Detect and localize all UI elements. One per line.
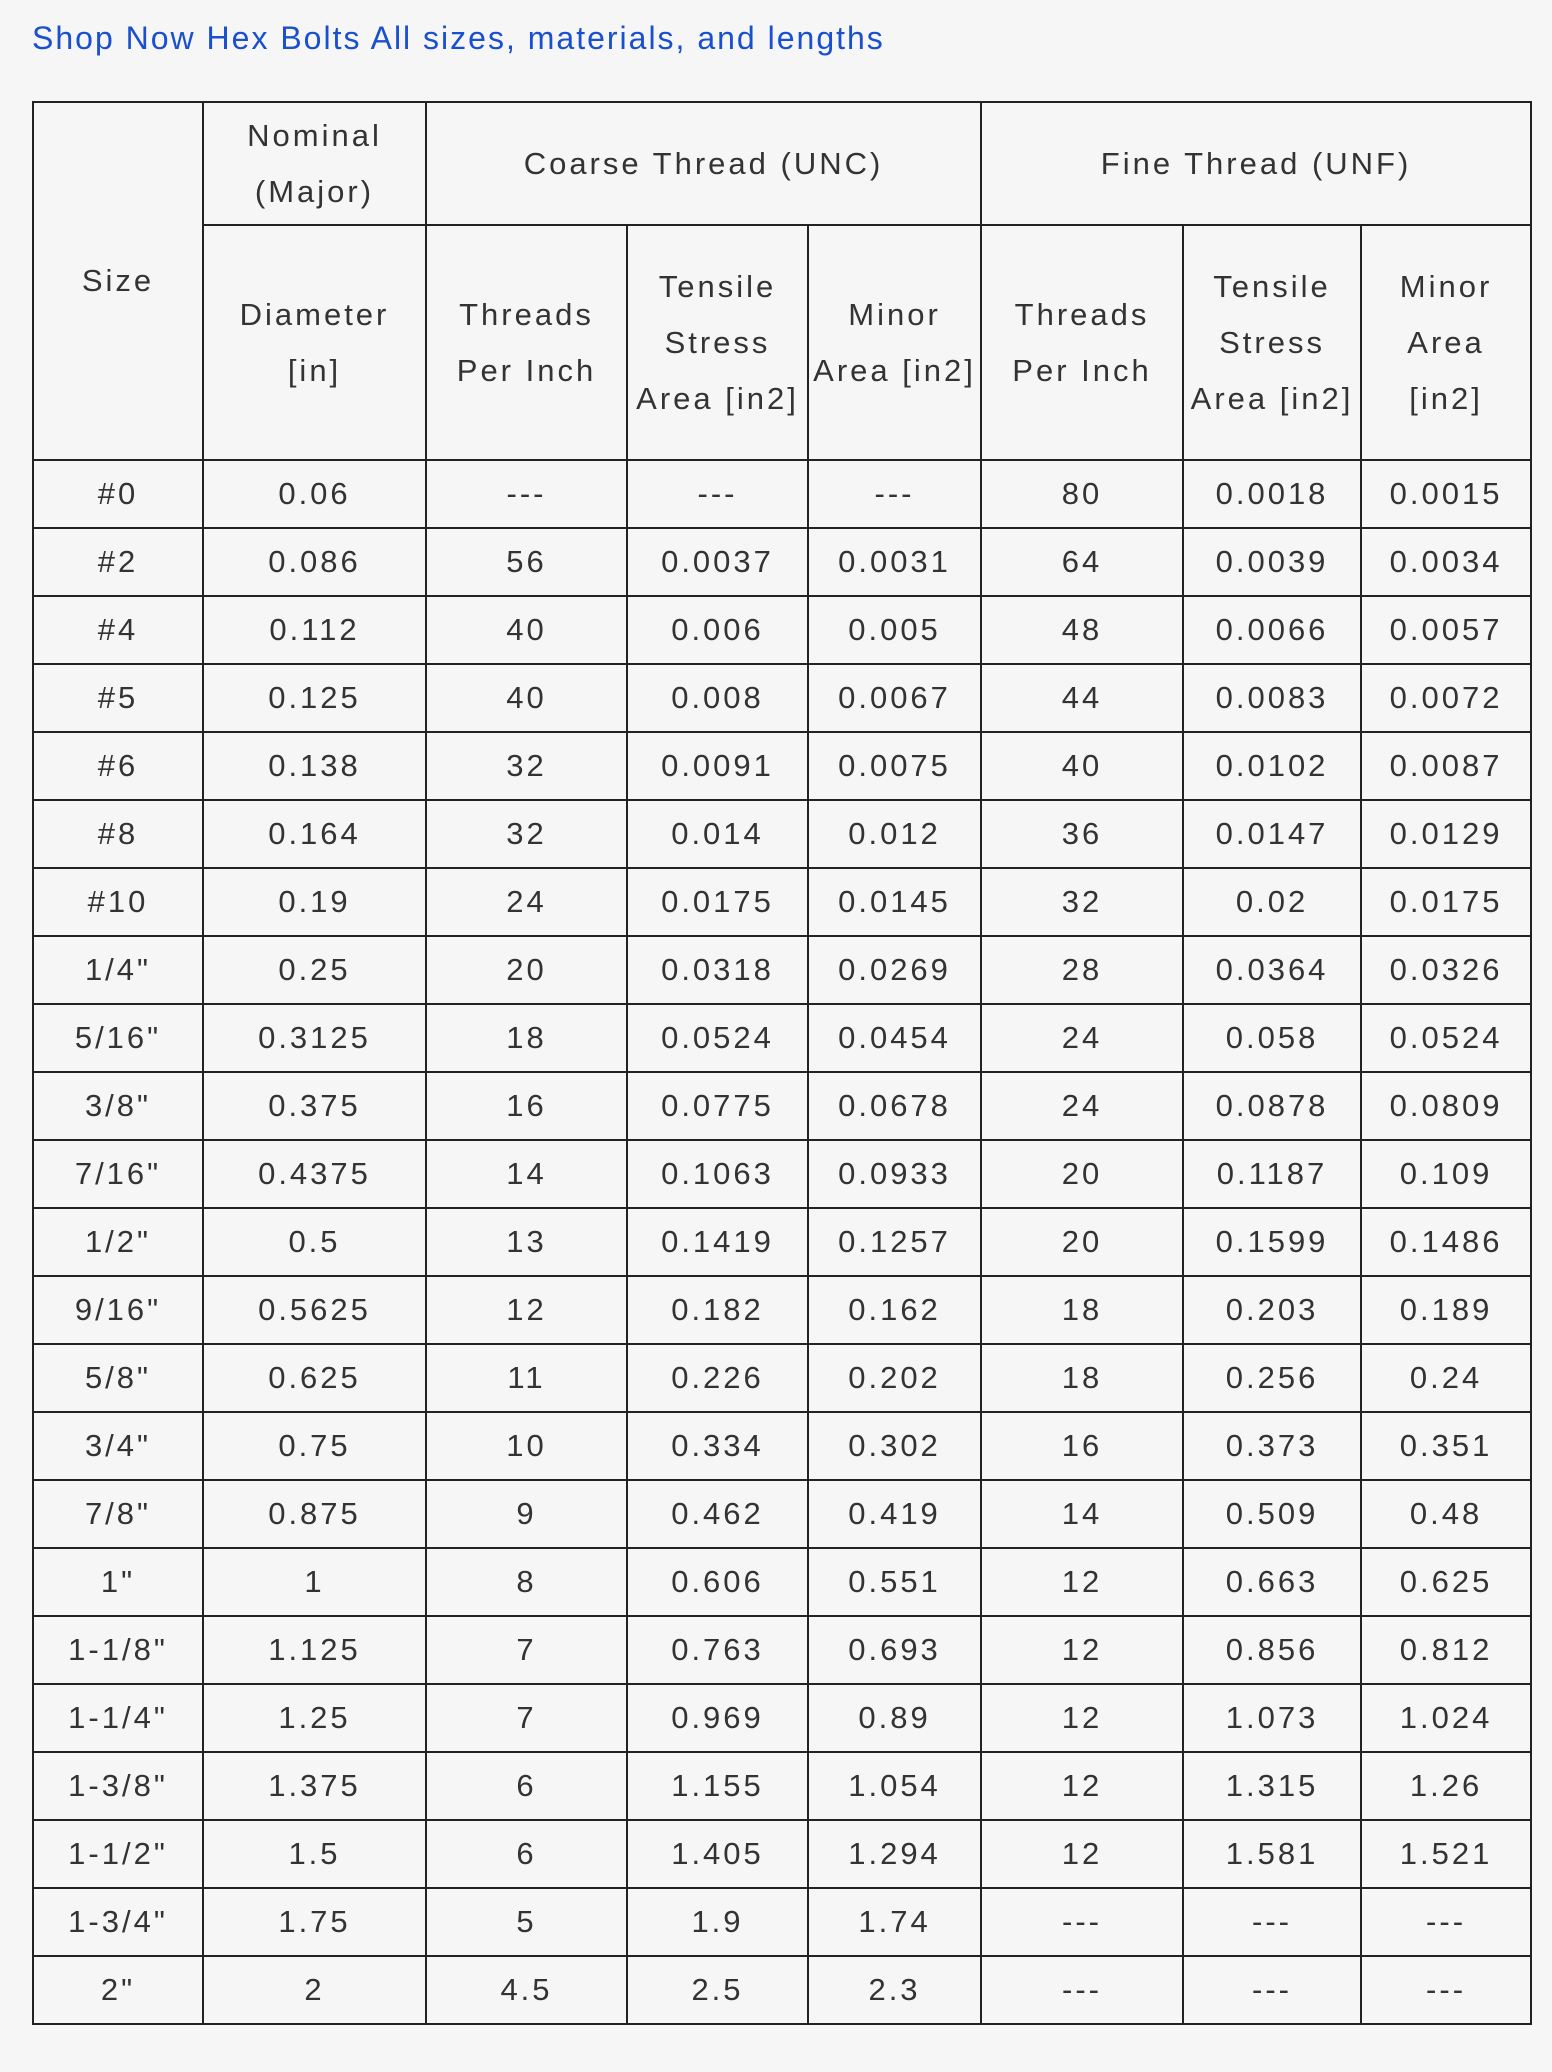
unf-tpi-cell: 18 — [981, 1344, 1183, 1412]
table-body — [33, 460, 1531, 2024]
unf-minor-cell: 0.812 — [1361, 1616, 1531, 1684]
unc-tpi-cell: 20 — [426, 936, 627, 1004]
header-unc-minor-area: Minor Area [in2] — [808, 225, 981, 460]
unc-tsa-cell: 0.014 — [627, 800, 808, 868]
table-row — [33, 1616, 1531, 1684]
diameter-cell: 0.19 — [203, 868, 426, 936]
diameter-cell: 0.375 — [203, 1072, 426, 1140]
table-row — [33, 1684, 1531, 1752]
table-row — [33, 1888, 1531, 1956]
unf-minor-cell: 0.0809 — [1361, 1072, 1531, 1140]
unc-tsa-cell: 0.1063 — [627, 1140, 808, 1208]
table-row — [33, 1956, 1531, 2024]
size-cell: 1-3/4" — [33, 1888, 203, 1956]
unc-tpi-cell: 40 — [426, 596, 627, 664]
unc-tpi-cell: 40 — [426, 664, 627, 732]
table-row — [33, 1480, 1531, 1548]
table-row — [33, 800, 1531, 868]
unc-minor-cell: 1.74 — [808, 1888, 981, 1956]
unf-tpi-cell: --- — [981, 1956, 1183, 2024]
unf-tsa-cell: --- — [1183, 1956, 1361, 2024]
size-cell: 1-1/2" — [33, 1820, 203, 1888]
unf-minor-cell: 0.0524 — [1361, 1004, 1531, 1072]
unc-minor-cell: 0.0031 — [808, 528, 981, 596]
unc-minor-cell: 0.162 — [808, 1276, 981, 1344]
size-cell: #10 — [33, 868, 203, 936]
unf-minor-cell: 0.48 — [1361, 1480, 1531, 1548]
unf-minor-cell: 1.024 — [1361, 1684, 1531, 1752]
size-cell: #5 — [33, 664, 203, 732]
size-cell: 3/8" — [33, 1072, 203, 1140]
diameter-cell: 0.875 — [203, 1480, 426, 1548]
table-row — [33, 1140, 1531, 1208]
unc-minor-cell: 0.0269 — [808, 936, 981, 1004]
unf-minor-cell: 0.625 — [1361, 1548, 1531, 1616]
unc-tpi-cell: 56 — [426, 528, 627, 596]
header-fine-thread: Fine Thread (UNF) — [981, 102, 1531, 225]
unf-tsa-cell: 0.509 — [1183, 1480, 1361, 1548]
unc-tpi-cell: 32 — [426, 800, 627, 868]
unf-tsa-cell: 0.856 — [1183, 1616, 1361, 1684]
unc-tpi-cell: 10 — [426, 1412, 627, 1480]
size-cell: 2" — [33, 1956, 203, 2024]
unf-minor-cell: 0.0034 — [1361, 528, 1531, 596]
unc-tsa-cell: 1.155 — [627, 1752, 808, 1820]
unf-tpi-cell: 28 — [981, 936, 1183, 1004]
diameter-cell: 0.125 — [203, 664, 426, 732]
unf-tpi-cell: 48 — [981, 596, 1183, 664]
unf-tpi-cell: 40 — [981, 732, 1183, 800]
size-cell: 1" — [33, 1548, 203, 1616]
size-cell: 3/4" — [33, 1412, 203, 1480]
unc-tpi-cell: 7 — [426, 1616, 627, 1684]
unf-minor-cell: 0.0129 — [1361, 800, 1531, 868]
table-row — [33, 1820, 1531, 1888]
unf-minor-cell: --- — [1361, 1956, 1531, 2024]
unc-tsa-cell: 0.182 — [627, 1276, 808, 1344]
unf-tpi-cell: 32 — [981, 868, 1183, 936]
table-row — [33, 868, 1531, 936]
unc-tpi-cell: 6 — [426, 1820, 627, 1888]
unc-minor-cell: 0.202 — [808, 1344, 981, 1412]
unf-minor-cell: 0.0326 — [1361, 936, 1531, 1004]
unf-tsa-cell: 0.0102 — [1183, 732, 1361, 800]
unc-tsa-cell: 1.9 — [627, 1888, 808, 1956]
diameter-cell: 0.3125 — [203, 1004, 426, 1072]
unf-tpi-cell: 36 — [981, 800, 1183, 868]
size-cell: #2 — [33, 528, 203, 596]
diameter-cell: 1.125 — [203, 1616, 426, 1684]
diameter-cell: 0.112 — [203, 596, 426, 664]
unf-tpi-cell: 80 — [981, 460, 1183, 528]
unf-minor-cell: 0.0015 — [1361, 460, 1531, 528]
size-cell: 1/4" — [33, 936, 203, 1004]
size-cell: 5/16" — [33, 1004, 203, 1072]
unc-tsa-cell: 0.0037 — [627, 528, 808, 596]
unf-tsa-cell: 0.058 — [1183, 1004, 1361, 1072]
unc-tsa-cell: --- — [627, 460, 808, 528]
size-cell: 9/16" — [33, 1276, 203, 1344]
unf-minor-cell: 0.189 — [1361, 1276, 1531, 1344]
unc-minor-cell: 0.302 — [808, 1412, 981, 1480]
unf-minor-cell: 0.109 — [1361, 1140, 1531, 1208]
unc-tsa-cell: 0.0524 — [627, 1004, 808, 1072]
size-cell: 1-1/8" — [33, 1616, 203, 1684]
unf-minor-cell: 0.0072 — [1361, 664, 1531, 732]
table-row — [33, 460, 1531, 528]
unc-tsa-cell: 0.334 — [627, 1412, 808, 1480]
header-unf-tensile-stress-area: Tensile Stress Area [in2] — [1183, 225, 1361, 460]
size-cell: 7/8" — [33, 1480, 203, 1548]
table-row — [33, 1548, 1531, 1616]
table-row — [33, 1344, 1531, 1412]
unf-tpi-cell: 12 — [981, 1752, 1183, 1820]
table-row — [33, 664, 1531, 732]
unc-tpi-cell: 12 — [426, 1276, 627, 1344]
unf-tsa-cell: 1.073 — [1183, 1684, 1361, 1752]
diameter-cell: 0.25 — [203, 936, 426, 1004]
unf-tpi-cell: 12 — [981, 1820, 1183, 1888]
shop-hex-bolts-link[interactable]: Shop Now Hex Bolts All sizes, materials, and lengths — [32, 20, 885, 56]
unc-tsa-cell: 0.226 — [627, 1344, 808, 1412]
unc-minor-cell: 1.054 — [808, 1752, 981, 1820]
diameter-cell: 0.4375 — [203, 1140, 426, 1208]
unf-minor-cell: 0.351 — [1361, 1412, 1531, 1480]
unc-minor-cell: 0.0933 — [808, 1140, 981, 1208]
unc-minor-cell: --- — [808, 460, 981, 528]
diameter-cell: 1 — [203, 1548, 426, 1616]
unf-tpi-cell: 12 — [981, 1616, 1183, 1684]
unf-tpi-cell: 64 — [981, 528, 1183, 596]
unc-tpi-cell: 5 — [426, 1888, 627, 1956]
unc-minor-cell: 2.3 — [808, 1956, 981, 2024]
unc-minor-cell: 0.0145 — [808, 868, 981, 936]
unf-tsa-cell: 1.315 — [1183, 1752, 1361, 1820]
header-unc-tensile-stress-area: Tensile Stress Area [in2] — [627, 225, 808, 460]
size-cell: 1-1/4" — [33, 1684, 203, 1752]
diameter-cell: 1.25 — [203, 1684, 426, 1752]
unc-minor-cell: 0.012 — [808, 800, 981, 868]
unc-tpi-cell: 16 — [426, 1072, 627, 1140]
unf-minor-cell: --- — [1361, 1888, 1531, 1956]
unc-minor-cell: 0.551 — [808, 1548, 981, 1616]
size-cell: #0 — [33, 460, 203, 528]
diameter-cell: 0.138 — [203, 732, 426, 800]
size-cell: #6 — [33, 732, 203, 800]
diameter-cell: 1.375 — [203, 1752, 426, 1820]
unf-tpi-cell: 18 — [981, 1276, 1183, 1344]
header-unf-minor-area: Minor Area [in2] — [1361, 225, 1531, 460]
unf-tsa-cell: 0.663 — [1183, 1548, 1361, 1616]
table-row — [33, 732, 1531, 800]
header-size: Size — [33, 102, 203, 460]
table-row — [33, 596, 1531, 664]
unc-minor-cell: 0.0067 — [808, 664, 981, 732]
unc-tsa-cell: 0.0091 — [627, 732, 808, 800]
unf-tsa-cell: 0.0364 — [1183, 936, 1361, 1004]
unf-minor-cell: 0.1486 — [1361, 1208, 1531, 1276]
diameter-cell: 0.06 — [203, 460, 426, 528]
unc-tsa-cell: 0.606 — [627, 1548, 808, 1616]
diameter-cell: 1.5 — [203, 1820, 426, 1888]
unc-tsa-cell: 0.763 — [627, 1616, 808, 1684]
unf-tsa-cell: 0.0083 — [1183, 664, 1361, 732]
unc-tpi-cell: 4.5 — [426, 1956, 627, 2024]
unf-tsa-cell: 0.1599 — [1183, 1208, 1361, 1276]
unc-tsa-cell: 2.5 — [627, 1956, 808, 2024]
diameter-cell: 0.086 — [203, 528, 426, 596]
unf-tsa-cell: 0.1187 — [1183, 1140, 1361, 1208]
unc-minor-cell: 0.1257 — [808, 1208, 981, 1276]
unf-tsa-cell: 0.0018 — [1183, 460, 1361, 528]
unf-tsa-cell: 0.0878 — [1183, 1072, 1361, 1140]
unf-tsa-cell: 0.256 — [1183, 1344, 1361, 1412]
unc-tsa-cell: 0.969 — [627, 1684, 808, 1752]
unc-tsa-cell: 0.006 — [627, 596, 808, 664]
size-cell: 1-3/8" — [33, 1752, 203, 1820]
unc-minor-cell: 0.693 — [808, 1616, 981, 1684]
unc-tpi-cell: 7 — [426, 1684, 627, 1752]
unc-tsa-cell: 1.405 — [627, 1820, 808, 1888]
header-diameter: Diameter [in] — [203, 225, 426, 460]
unc-tsa-cell: 0.008 — [627, 664, 808, 732]
table-row — [33, 1752, 1531, 1820]
unc-minor-cell: 0.0678 — [808, 1072, 981, 1140]
unc-tpi-cell: 13 — [426, 1208, 627, 1276]
unf-tsa-cell: 0.0066 — [1183, 596, 1361, 664]
header-unc-threads-per-inch: Threads Per Inch — [426, 225, 627, 460]
unf-tsa-cell: 0.0147 — [1183, 800, 1361, 868]
unf-tpi-cell: 12 — [981, 1684, 1183, 1752]
table-row — [33, 1004, 1531, 1072]
unc-tpi-cell: 32 — [426, 732, 627, 800]
unf-tpi-cell: 20 — [981, 1140, 1183, 1208]
unc-minor-cell: 0.89 — [808, 1684, 981, 1752]
unf-tpi-cell: 14 — [981, 1480, 1183, 1548]
size-cell: 5/8" — [33, 1344, 203, 1412]
unc-tpi-cell: 8 — [426, 1548, 627, 1616]
unf-minor-cell: 1.26 — [1361, 1752, 1531, 1820]
unf-minor-cell: 0.0057 — [1361, 596, 1531, 664]
unf-minor-cell: 0.0087 — [1361, 732, 1531, 800]
table-row — [33, 528, 1531, 596]
unc-minor-cell: 0.0075 — [808, 732, 981, 800]
unc-tpi-cell: 18 — [426, 1004, 627, 1072]
unf-tsa-cell: --- — [1183, 1888, 1361, 1956]
unf-minor-cell: 0.24 — [1361, 1344, 1531, 1412]
header-nominal: Nominal (Major) — [203, 102, 426, 225]
unf-tpi-cell: --- — [981, 1888, 1183, 1956]
diameter-cell: 0.5 — [203, 1208, 426, 1276]
diameter-cell: 1.75 — [203, 1888, 426, 1956]
size-cell: 1/2" — [33, 1208, 203, 1276]
unf-tsa-cell: 0.373 — [1183, 1412, 1361, 1480]
unf-tpi-cell: 24 — [981, 1072, 1183, 1140]
unc-tpi-cell: 9 — [426, 1480, 627, 1548]
unf-tpi-cell: 20 — [981, 1208, 1183, 1276]
unc-tsa-cell: 0.0175 — [627, 868, 808, 936]
unc-tpi-cell: 6 — [426, 1752, 627, 1820]
unc-minor-cell: 0.005 — [808, 596, 981, 664]
unf-tsa-cell: 0.203 — [1183, 1276, 1361, 1344]
unf-tpi-cell: 16 — [981, 1412, 1183, 1480]
header-unf-threads-per-inch: Threads Per Inch — [981, 225, 1183, 460]
diameter-cell: 0.164 — [203, 800, 426, 868]
table-row — [33, 1208, 1531, 1276]
diameter-cell: 2 — [203, 1956, 426, 2024]
diameter-cell: 0.5625 — [203, 1276, 426, 1344]
unc-tsa-cell: 0.1419 — [627, 1208, 808, 1276]
unc-minor-cell: 0.0454 — [808, 1004, 981, 1072]
diameter-cell: 0.75 — [203, 1412, 426, 1480]
unf-tpi-cell: 44 — [981, 664, 1183, 732]
unc-minor-cell: 0.419 — [808, 1480, 981, 1548]
table-row — [33, 1412, 1531, 1480]
unc-tpi-cell: 11 — [426, 1344, 627, 1412]
unc-tsa-cell: 0.0775 — [627, 1072, 808, 1140]
unf-tpi-cell: 24 — [981, 1004, 1183, 1072]
unf-minor-cell: 1.521 — [1361, 1820, 1531, 1888]
unf-tsa-cell: 0.0039 — [1183, 528, 1361, 596]
header-coarse-thread: Coarse Thread (UNC) — [426, 102, 981, 225]
size-cell: 7/16" — [33, 1140, 203, 1208]
unc-tpi-cell: 14 — [426, 1140, 627, 1208]
size-cell: #4 — [33, 596, 203, 664]
table-row — [33, 1072, 1531, 1140]
unc-tpi-cell: 24 — [426, 868, 627, 936]
diameter-cell: 0.625 — [203, 1344, 426, 1412]
unf-tsa-cell: 0.02 — [1183, 868, 1361, 936]
unf-tsa-cell: 1.581 — [1183, 1820, 1361, 1888]
unf-tpi-cell: 12 — [981, 1548, 1183, 1616]
unc-tsa-cell: 0.462 — [627, 1480, 808, 1548]
unc-tpi-cell: --- — [426, 460, 627, 528]
unc-minor-cell: 1.294 — [808, 1820, 981, 1888]
table-row — [33, 936, 1531, 1004]
size-cell: #8 — [33, 800, 203, 868]
unc-tsa-cell: 0.0318 — [627, 936, 808, 1004]
thread-size-table — [32, 101, 1532, 2025]
unf-minor-cell: 0.0175 — [1361, 868, 1531, 936]
table-row — [33, 1276, 1531, 1344]
